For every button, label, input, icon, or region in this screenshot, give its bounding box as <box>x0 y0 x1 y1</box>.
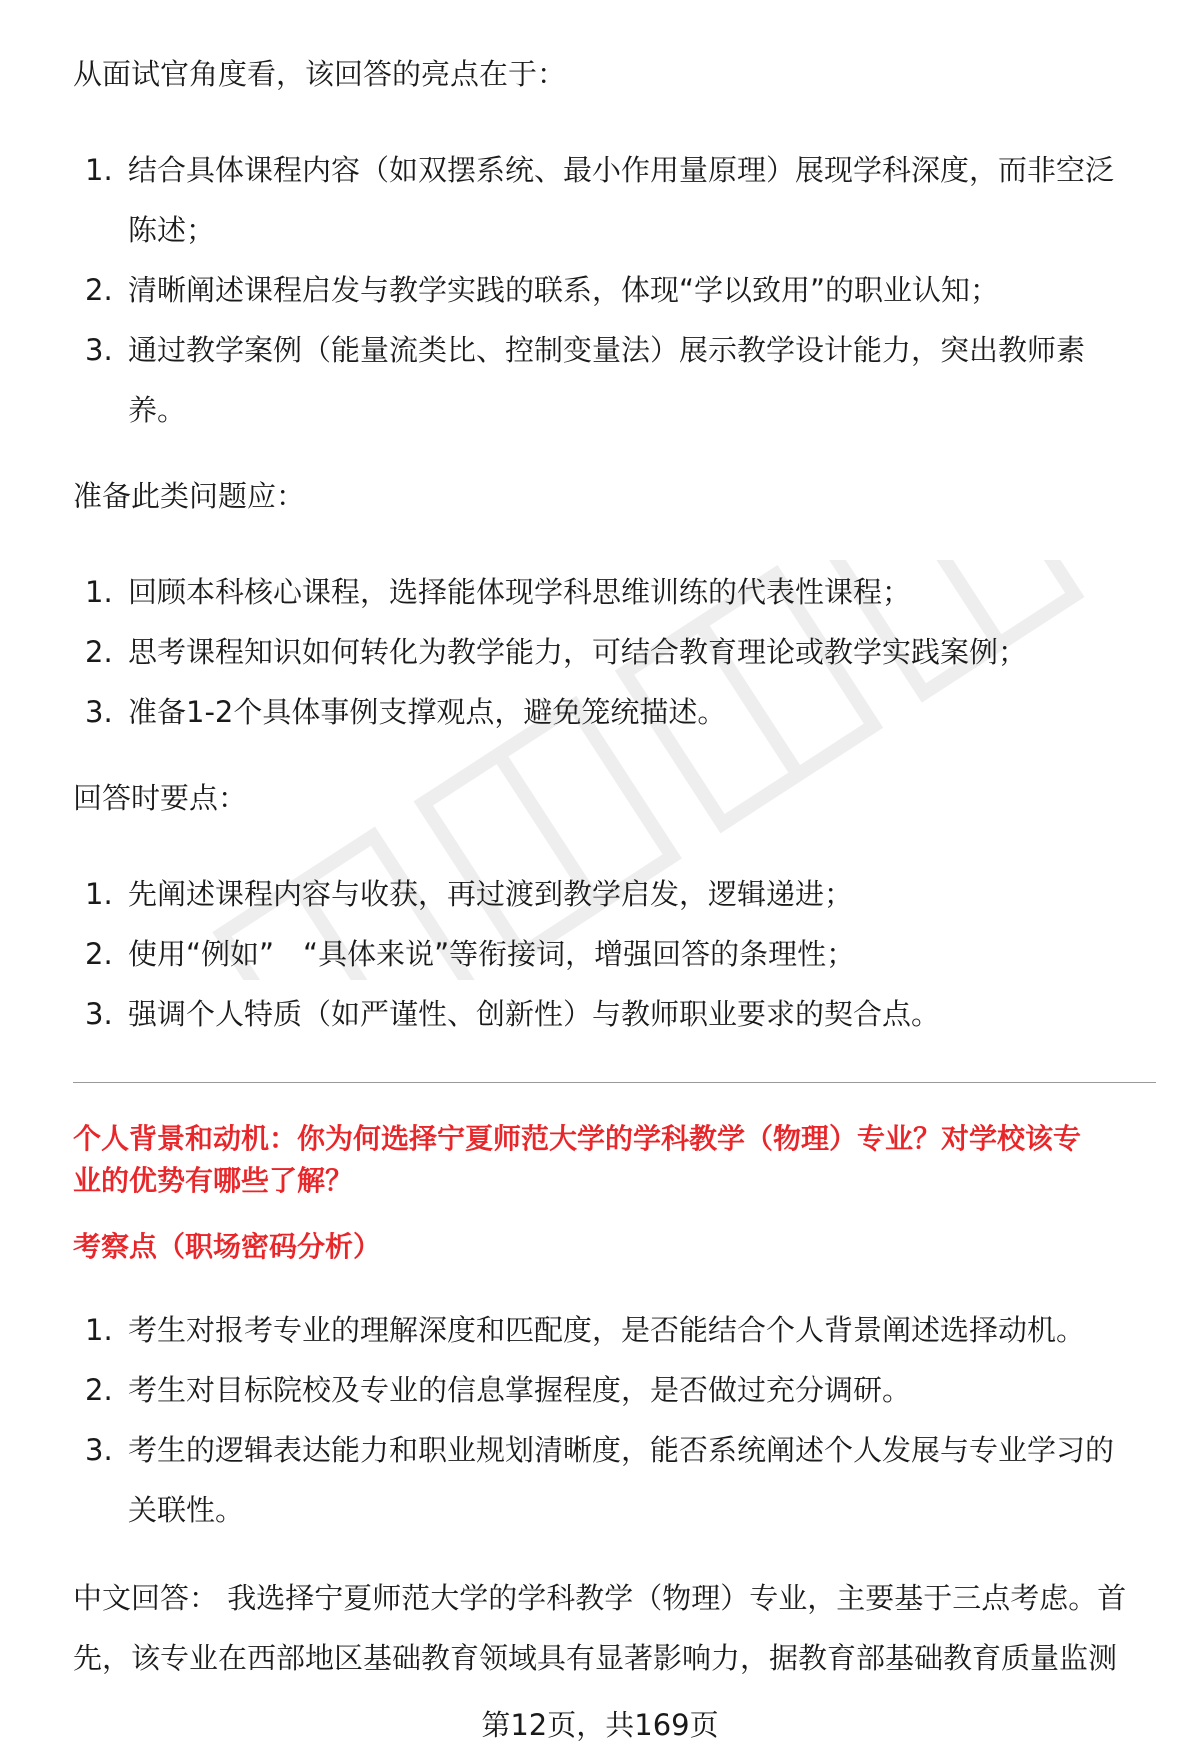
list-number: 1. <box>85 153 113 187</box>
list-item-text: 回顾本科核心课程，选择能体现学科思维训练的代表性课程； <box>128 575 912 609</box>
list-item <box>73 320 1153 440</box>
list-number: 1. <box>85 877 113 911</box>
list-item <box>73 1420 1153 1540</box>
list-item-line: 结合具体课程内容（如双摆系统、最小作用量原理）展现学科深度，而非空泛 <box>128 153 1115 187</box>
exam-heading: 考察点（职场密码分析） <box>73 1230 382 1263</box>
list-number: 3. <box>85 333 113 367</box>
list-number: 3. <box>85 1433 113 1467</box>
list-number: 1. <box>85 575 113 609</box>
section-divider <box>73 1082 1156 1083</box>
list-item-text: 强调个人特质（如严谨性、创新性）与教师职业要求的契合点。 <box>128 997 941 1031</box>
list-item <box>73 924 1153 984</box>
page-footer: 第12页，共169页 <box>481 1708 719 1742</box>
list-item-line: 清晰阐述课程启发与教学实践的联系，体现“学以致用”的职业认知； <box>128 273 1000 307</box>
highlights-list <box>73 140 1153 440</box>
list-number: 1. <box>85 1313 113 1347</box>
list-number: 2. <box>85 937 113 971</box>
answer-line: 先，该专业在西部地区基础教育领域具有显著影响力，据教育部基础教育质量监测 <box>73 1641 1118 1675</box>
list-item-text: 先阐述课程内容与收获，再过渡到教学启发，逻辑递进； <box>128 877 854 911</box>
question-line: 个人背景和动机：你为何选择宁夏师范大学的学科教学（物理）专业？对学校该专 <box>73 1122 1082 1155</box>
list-item <box>73 260 1153 320</box>
list-item <box>73 1360 1153 1420</box>
list-item <box>73 1300 1153 1360</box>
question-title <box>73 1118 1163 1202</box>
list-item-text: 准备1-2个具体事例支撑观点，避免笼统描述。 <box>128 695 727 729</box>
list-item-line: 养。 <box>128 393 187 427</box>
answer-heading: 回答时要点： <box>73 781 248 815</box>
prep-list <box>73 562 1153 742</box>
list-item-line: 通过教学案例（能量流类比、控制变量法）展示教学设计能力，突出教师素 <box>128 333 1086 367</box>
list-item <box>73 864 1153 924</box>
list-number: 2. <box>85 1373 113 1407</box>
question-line: 业的优势有哪些了解？ <box>73 1164 354 1197</box>
list-number: 3. <box>85 695 113 729</box>
list-item-line: 陈述； <box>128 213 216 247</box>
answer-line: 中文回答： 我选择宁夏师范大学的学科教学（物理）专业，主要基于三点考虑。首 <box>73 1581 1127 1615</box>
list-item-text: 使用“例如” “具体来说”等衔接词，增强回答的条理性； <box>128 937 856 971</box>
list-number: 2. <box>85 273 113 307</box>
intro-heading: 从面试官角度看，该回答的亮点在于： <box>73 57 567 91</box>
prep-heading: 准备此类问题应： <box>73 479 306 513</box>
list-item <box>73 140 1153 260</box>
list-item-line: 考生对报考专业的理解深度和匹配度，是否能结合个人背景阐述选择动机。 <box>128 1313 1086 1347</box>
list-item-line: 考生对目标院校及专业的信息掌握程度，是否做过充分调研。 <box>128 1373 912 1407</box>
list-item <box>73 984 1153 1044</box>
list-number: 2. <box>85 635 113 669</box>
list-item-text: 思考课程知识如何转化为教学能力，可结合教育理论或教学实践案例； <box>128 635 1028 669</box>
list-item-line: 关联性。 <box>128 1493 245 1527</box>
answer-list <box>73 864 1153 1044</box>
chinese-answer <box>73 1568 1153 1688</box>
list-number: 3. <box>85 997 113 1031</box>
exam-list <box>73 1300 1153 1540</box>
list-item-line: 考生的逻辑表达能力和职业规划清晰度，能否系统阐述个人发展与专业学习的 <box>128 1433 1115 1467</box>
list-item <box>73 682 1153 742</box>
list-item <box>73 562 1153 622</box>
list-item <box>73 622 1153 682</box>
